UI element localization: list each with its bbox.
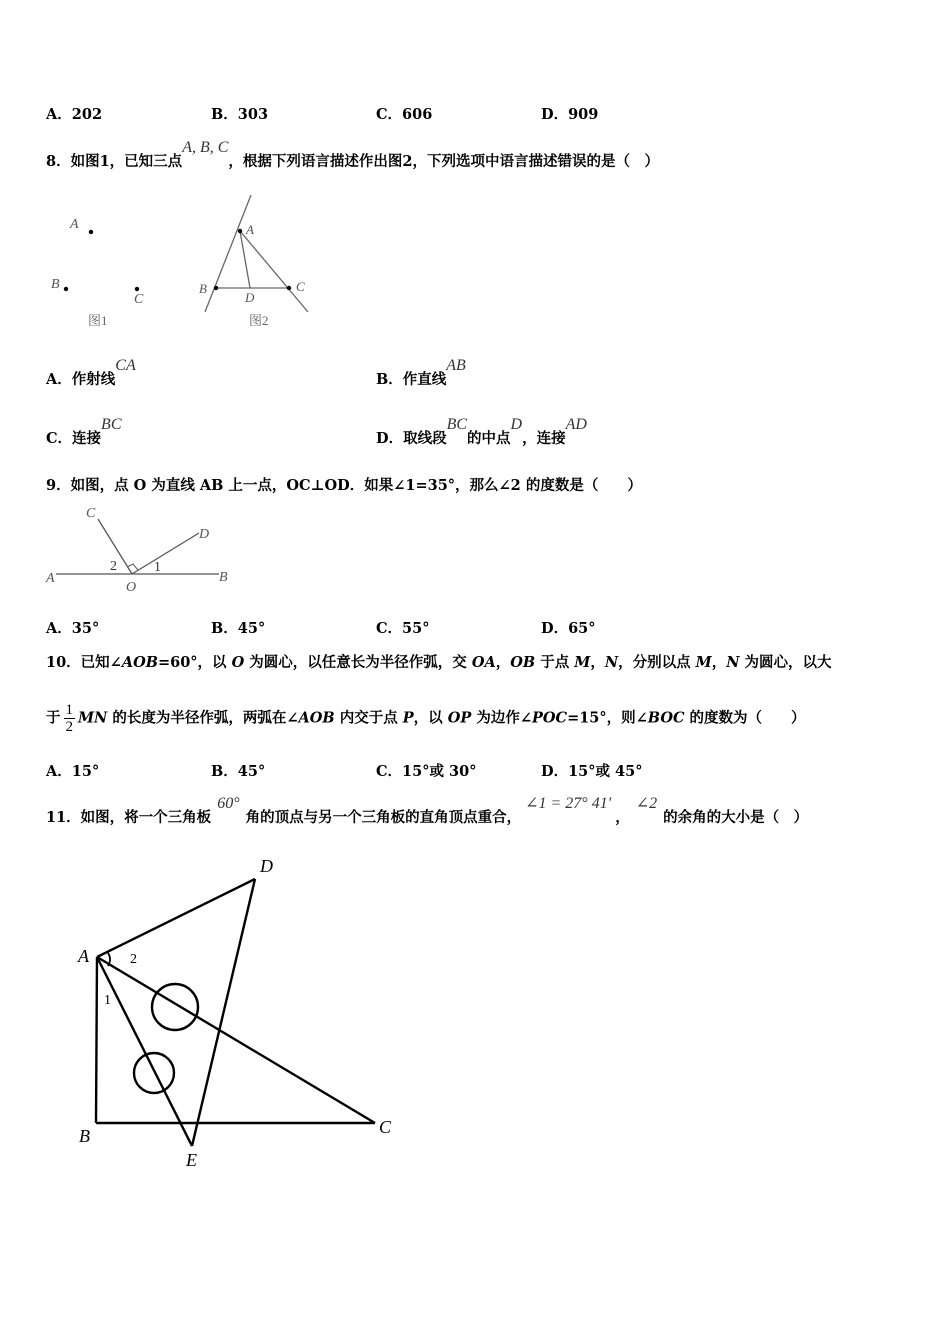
q9-label-o: O [126,580,137,595]
fig1-caption: 图1 [88,313,108,328]
q11-figure [70,850,410,1175]
q7-option-c: C．606 [376,106,433,123]
q9-label-a: A [46,571,55,586]
q10-option-b: B．45° [211,763,266,780]
q11-label-a: A [78,946,89,966]
fig1-label-c: C [134,292,144,307]
q11-stem: 11．如图，将一个三角板60°角的顶点与另一个三角板的直角顶点重合，∠1 = 27° 41′，∠2的余角的大小是（ ） [46,795,809,826]
q11-label-1: 1 [104,993,111,1008]
q8-option-d: D．取线段BC的中点D，连接AD [376,416,587,447]
q8-figure-2 [195,195,325,335]
q7-option-a: A．202 [46,106,103,123]
q8-stem: 8．如图1，已知三点A, B, C，根据下列语言描述作出图2，下列选项中语言描述错误的是（ ） [46,139,659,170]
q11-label-b: B [79,1126,90,1146]
q10-option-c: C．15°或 30° [376,763,477,780]
q10-option-a: A．15° [46,763,100,780]
q9-stem: 9．如图，点 O 为直线 AB 上一点，OC⊥OD．如果∠1=35°，那么∠2 的度数是（ ） [46,477,642,494]
q9-option-a: A．35° [46,620,100,637]
q9-option-d: D．65° [541,620,596,637]
fig1-label-b: B [51,277,60,292]
q8-option-b: B．作直线AB [376,357,466,388]
q10-stem-line1: 10．已知∠AOB=60°，以 O 为圆心，以任意长为半径作弧，交 OA，OB 于点 M，N，分别以点 M，N 为圆心，以大 [46,654,832,671]
q9-label-c: C [86,506,96,521]
q10-fraction: $\frac{1}{2}$ [65,702,73,735]
fig2-label-a: A [246,222,254,237]
q9-figure [44,500,244,595]
q11-label-c: C [379,1117,392,1137]
fig2-label-d: D [245,290,255,305]
q8-option-a: A．作射线CA [46,357,136,388]
q8-option-c: C．连接BC [46,416,122,447]
fig1-label-a: A [70,217,79,232]
q9-label-2: 2 [110,559,117,574]
q9-option-c: C．55° [376,620,430,637]
q11-label-d: D [260,856,273,876]
fig2-label-c: C [296,279,305,294]
q8-points-math: A, B, C [182,139,229,156]
q7-option-b: B．303 [211,106,269,123]
q9-label-1: 1 [154,560,161,575]
q7-option-d: D．909 [541,106,599,123]
fig2-label-b: B [199,281,207,296]
q10-stem-line2: 于 $\frac{1}{2}$ MN 的长度为半径作弧，两弧在∠AOB 内交于点 P，以 OP 为边作∠POC=15°，则∠BOC 的度数为（ ） [46,702,806,735]
q9-label-d: D [199,527,210,542]
fig2-caption: 图2 [249,313,269,328]
q8-figure-1 [46,208,166,333]
q9-label-b: B [219,570,228,585]
q10-option-d: D．15°或 45° [541,763,643,780]
q11-label-2: 2 [130,952,137,967]
q11-label-e: E [186,1150,197,1170]
q9-option-b: B．45° [211,620,266,637]
